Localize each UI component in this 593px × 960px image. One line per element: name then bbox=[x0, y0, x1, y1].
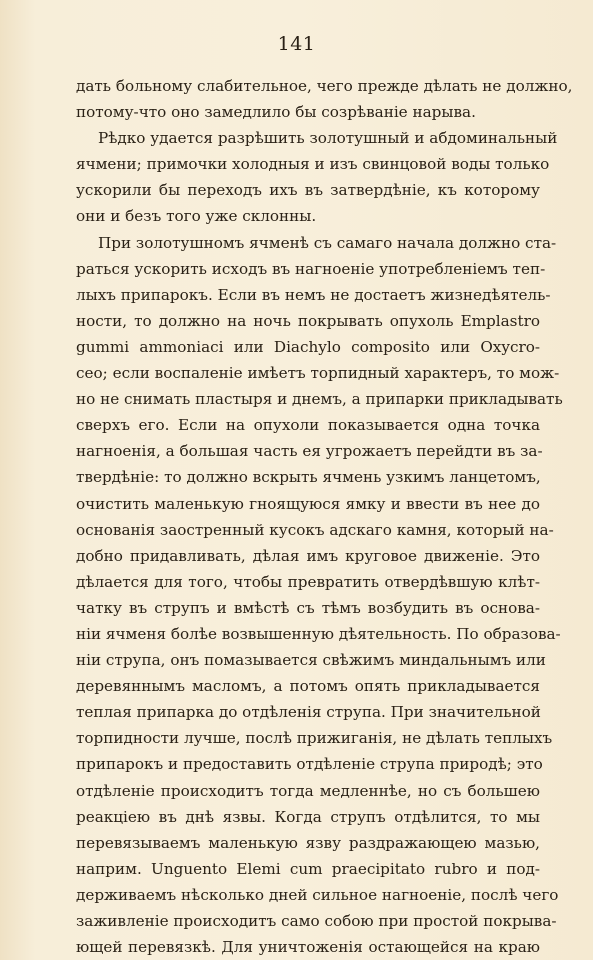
text-line: раться ускорить исходъ въ нагноеніе употребленіемъ теп- bbox=[76, 259, 546, 278]
text-line: ускорили бы переходъ ихъ въ затвердѣніе, къ которому bbox=[76, 181, 540, 200]
text-line: торпидности лучше, послѣ прижиганія, не дѣлать теплыхъ bbox=[76, 729, 553, 748]
text-line: твердѣніе: то должно вскрыть ячмень узкимъ ланцетомъ, bbox=[76, 468, 541, 487]
text-line: реакціею въ днѣ язвы. Когда струпъ отдѣлится, то мы bbox=[76, 807, 540, 826]
text-line: но не снимать пластыря и днемъ, а припарки прикладывать bbox=[76, 390, 563, 409]
text-line: держиваемъ нѣсколько дней сильное нагноеніе, послѣ чего bbox=[76, 885, 559, 904]
text-line: ячмени; примочки холодныя и изъ свинцовой воды только bbox=[76, 155, 550, 174]
text-line: добно придавливать, дѣлая имъ круговое движеніе. Это bbox=[76, 546, 540, 565]
text-line: gummi ammoniaci или Diachylo composito или Oxycro- bbox=[76, 337, 540, 356]
text-line: дѣлается для того, чтобы превратить отвердѣвшую клѣт- bbox=[76, 572, 540, 591]
text-line: ности, то должно на ночь покрывать опухоль Emplastro bbox=[76, 311, 540, 330]
text-line: Рѣдко удается разрѣшить золотушный и абдоминальный bbox=[98, 129, 558, 148]
text-line: При золотушномъ ячменѣ съ самаго начала должно ста- bbox=[98, 233, 557, 252]
text-line: ніи ячменя болѣе возвышенную дѣятельность. По образова- bbox=[76, 624, 561, 643]
text-line: ніи струпа, онъ помазывается свѣжимъ миндальнымъ или bbox=[76, 651, 546, 670]
text-line: лыхъ припарокъ. Если въ немъ не достаетъ жизнедѣятель- bbox=[76, 285, 551, 304]
text-line: заживленіе происходитъ само собою при простой покрыва- bbox=[76, 912, 557, 930]
text-line: деревяннымъ масломъ, а потомъ опять прикладывается bbox=[76, 677, 540, 696]
page-number: 141 bbox=[277, 33, 316, 55]
text-line: очистить маленькую гноящуюся ямку и ввести въ нее до bbox=[76, 494, 540, 513]
text-line: перевязываемъ маленькую язву раздражающею мазью, bbox=[76, 833, 540, 852]
text-line: теплая припарка до отдѣленія струпа. При значительной bbox=[76, 703, 541, 722]
text-line: сверхъ его. Если на опухоли показывается одна точка bbox=[76, 416, 540, 435]
text-line: потому-что оно замедлило бы созрѣваніе нарыва. bbox=[76, 103, 476, 122]
text-line: припарокъ и предоставить отдѣленіе струпа природѣ; это bbox=[76, 755, 543, 774]
text-line: отдѣленіе происходитъ тогда медленнѣе, но съ большею bbox=[76, 781, 540, 800]
text-line: основанія заостренный кусокъ адскаго камня, который на- bbox=[76, 520, 554, 539]
body-text bbox=[76, 73, 573, 960]
text-line: ющей перевязкѣ. Для уничтоженія остающейся на краю bbox=[76, 938, 540, 957]
text-line: они и безъ того уже склонны. bbox=[76, 207, 317, 226]
text-line: ceo; если воспаленіе имѣетъ торпидный характеръ, то мож- bbox=[76, 364, 560, 383]
text-line: наприм. Unguento Elemi cum praecipitato rubro и под- bbox=[76, 859, 540, 878]
text-line: нагноенія, а большая часть ея угрожаетъ перейдти въ за- bbox=[76, 442, 543, 461]
text-line: дать больному слабительное, чего прежде дѣлать не должно, bbox=[76, 77, 573, 95]
text-line: чатку въ струпъ и вмѣстѣ съ тѣмъ возбудить въ основа- bbox=[76, 598, 540, 617]
